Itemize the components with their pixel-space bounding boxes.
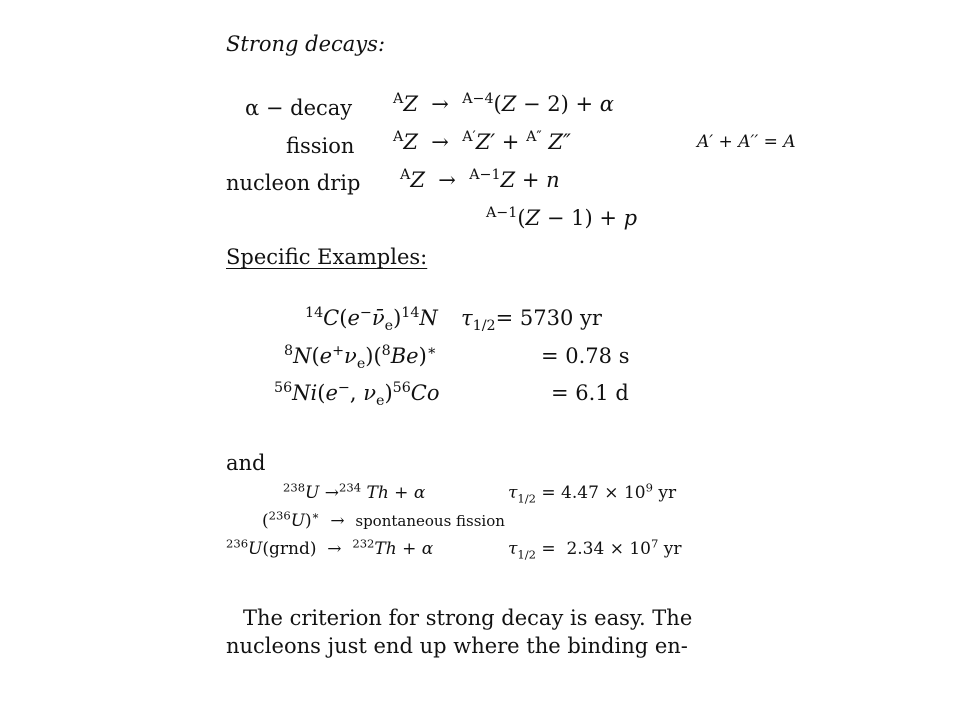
fission-label: fission	[286, 134, 355, 158]
example-carbon-reaction: $^{14}C(e^-\nū_e)^{14}N$	[305, 305, 438, 335]
alpha-decay-equation: $^A$Z → $^{A-4}$(Z − 2) + α	[393, 91, 614, 116]
uranium-238-lifetime: $\tau_{1/2} = 4.47 \times 10^9$ yr	[508, 480, 677, 506]
specific-examples-heading: Specific Examples:	[226, 245, 428, 269]
example-carbon-lifetime: $\tau_{1/2}= 5730$ yr	[461, 306, 602, 335]
example-nickel-lifetime: = 6.1 d	[551, 381, 629, 405]
fission-equation: $^A$Z → $^{A'}$Z′ + $^{A''}$ Z″	[393, 129, 571, 154]
uranium-236-ground-lifetime: $\tau_{1/2} = 2.34 \times 10^7$ yr	[508, 536, 682, 562]
paragraph-line-2: nucleons just end up where the binding en-	[226, 634, 688, 658]
example-nickel-reaction: $^{56}$Ni(e−, $\nu_e)^{56}Co$	[274, 380, 440, 410]
and-label: and	[226, 451, 266, 475]
example-nitrogen-reaction: $^8N(e^+\nu_e)(^8Be)^∗$	[284, 343, 437, 373]
strong-decays-heading: Strong decays:	[226, 32, 386, 56]
nucleon-drip-equation-p: $^{A-1}$(Z − 1) + p	[486, 205, 638, 230]
spontaneous-fission-text: spontaneous fission	[355, 512, 505, 530]
fission-mass-note: A′ + A′′ = A	[697, 132, 796, 152]
uranium-236-ground-reaction: $^{236}$U(grnd) → $^{232}$Th + α	[226, 536, 434, 559]
uranium-238-reaction: $^{238}$U →$^{234}$ Th + α	[283, 480, 426, 503]
nucleon-drip-label: nucleon drip	[226, 171, 361, 195]
nucleon-drip-equation-n: $^A$Z → $^{A-1}$Z + n	[400, 167, 560, 192]
grnd-label: (grnd)	[262, 539, 317, 559]
paragraph-line-1: The criterion for strong decay is easy. The	[243, 606, 693, 630]
example-nitrogen-lifetime: = 0.78 s	[541, 344, 630, 368]
uranium-236-excited-reaction: ($^{236}$U)∗ → spontaneous fission	[262, 508, 505, 531]
alpha-decay-label: α − decay	[245, 96, 353, 120]
